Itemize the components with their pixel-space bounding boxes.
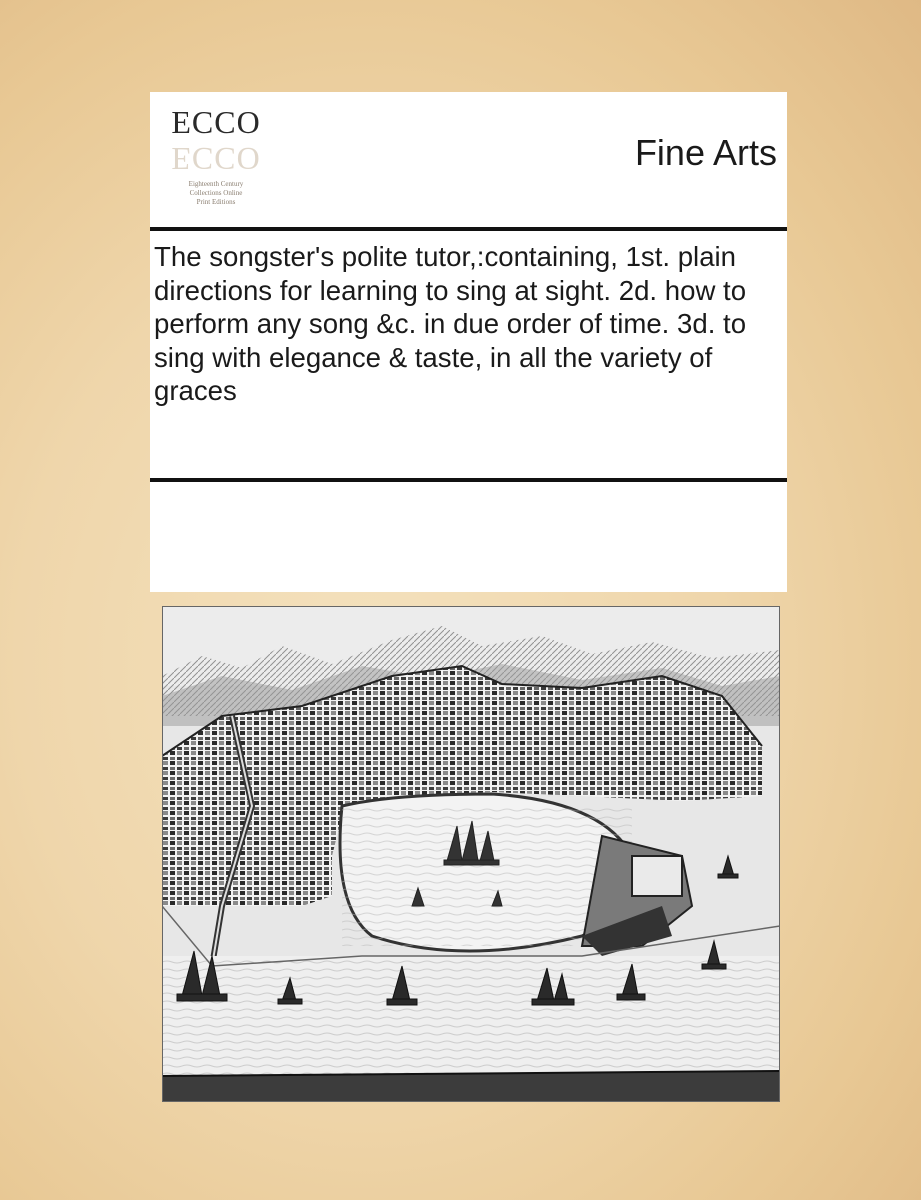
logo-caption	[168, 180, 264, 207]
harbour-engraving-art	[162, 606, 780, 1102]
title-rule-bottom	[150, 478, 787, 482]
logo-mark: ECCO	[171, 104, 261, 140]
logo-caption-line: Collections Online	[189, 189, 243, 197]
ecco-logo	[168, 104, 264, 220]
book-title: The songster's polite tutor,:containing, 1st. plain directions for learning to sing at sight. 2d. how to perform any song &c. in due order of time. 3d. to sing with elegance & taste, in all the variety of graces	[154, 241, 747, 406]
logo-mark-reflection: ECCO	[171, 141, 261, 177]
cover-header	[150, 92, 787, 228]
logo-caption-line: Eighteenth Century	[188, 180, 244, 188]
logo-caption-line: Print Editions	[196, 198, 236, 206]
series-label: Fine Arts	[634, 132, 777, 173]
label-panel	[150, 92, 787, 592]
title-rule-top	[150, 227, 787, 231]
harbour-engraving	[162, 606, 780, 1102]
